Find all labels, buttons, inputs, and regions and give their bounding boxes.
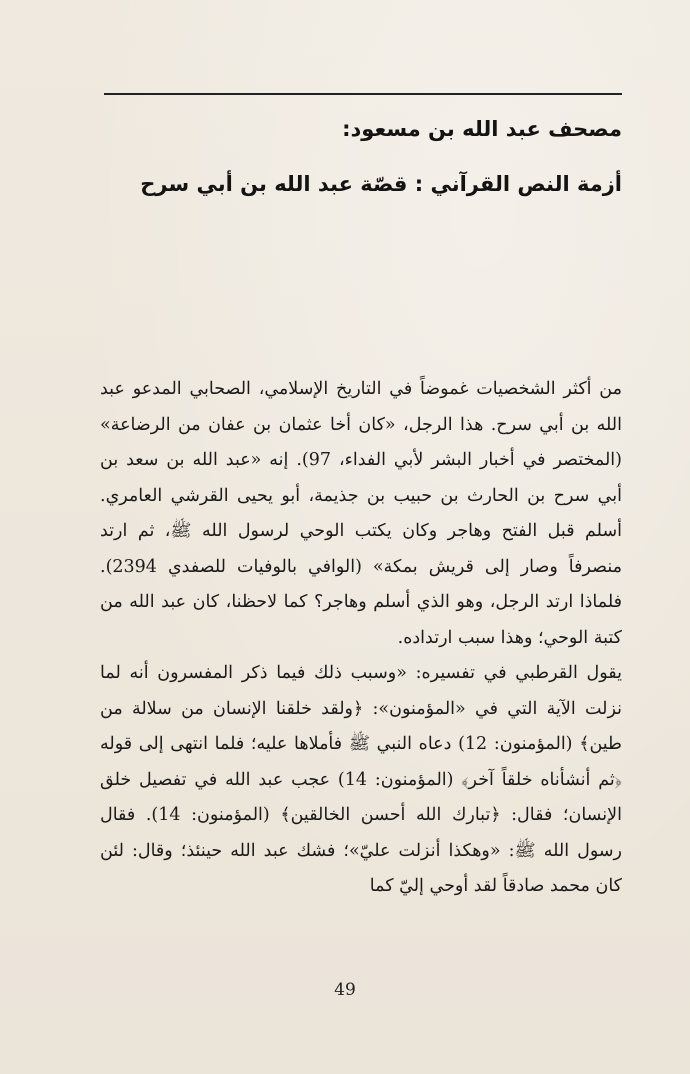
body-paragraph-2: يقول القرطبي في تفسيره: «وسبب ذلك فيما ذكر المفسرون أنه لما نزلت الآية التي في «المؤمنون»: ﴿ولقد خلقنا الإنسان من سلالة من طين﴾ (المؤمنون: 12) دعاه النبي ﷺ فأملاها عليه؛ فلما انتهى إلى قوله ﴿ثم أنشأناه خلقاً آخر﴾ (المؤمنون: 14) عجب عبد الله في تفصيل خلق الإنسان؛ فقال: ﴿تبارك الله أحسن الخالقين﴾ (المؤمنون: 14). فقال رسول الله ﷺ: «وهكذا أنزلت عليّ»؛ فشك عبد الله حينئذ؛ وقال: لئن كان محمد صادقاً لقد أوحي إليّ كما <box>100 663 622 896</box>
page-number: 49 <box>334 980 356 1000</box>
body-paragraph-1: من أكثر الشخصيات غموضاً في التاريخ الإسلامي، الصحابي المدعو عبد الله بن أبي سرح. هذا الرجل، «كان أخا عثمان بن عفان من الرضاعة» (المختصر في أخبار البشر لأبي الفداء، 97). إنه «عبد الله بن سعد بن أبي سرح بن الحارث بن حبيب بن جذيمة، أبو يحيى القرشي العامري. أسلم قبل الفتح وهاجر وكان يكتب الوحي لرسول الله ﷺ، ثم ارتد منصرفاً وصار إلى قريش بمكة» (الوافي بالوفيات للصفدي 2394). فلماذا ارتد الرجل، وهو الذي أسلم وهاجر؟ كما لاحظنا، كان عبد الله من كتبة الوحي؛ وهذا سبب ارتداده. <box>100 379 622 648</box>
top-divider-line <box>104 93 622 95</box>
body-text <box>100 372 622 905</box>
section-subtitle: أزمة النص القرآني : قصّة عبد الله بن أبي سرح <box>140 172 622 196</box>
section-title: مصحف عبد الله بن مسعود: <box>342 117 622 141</box>
